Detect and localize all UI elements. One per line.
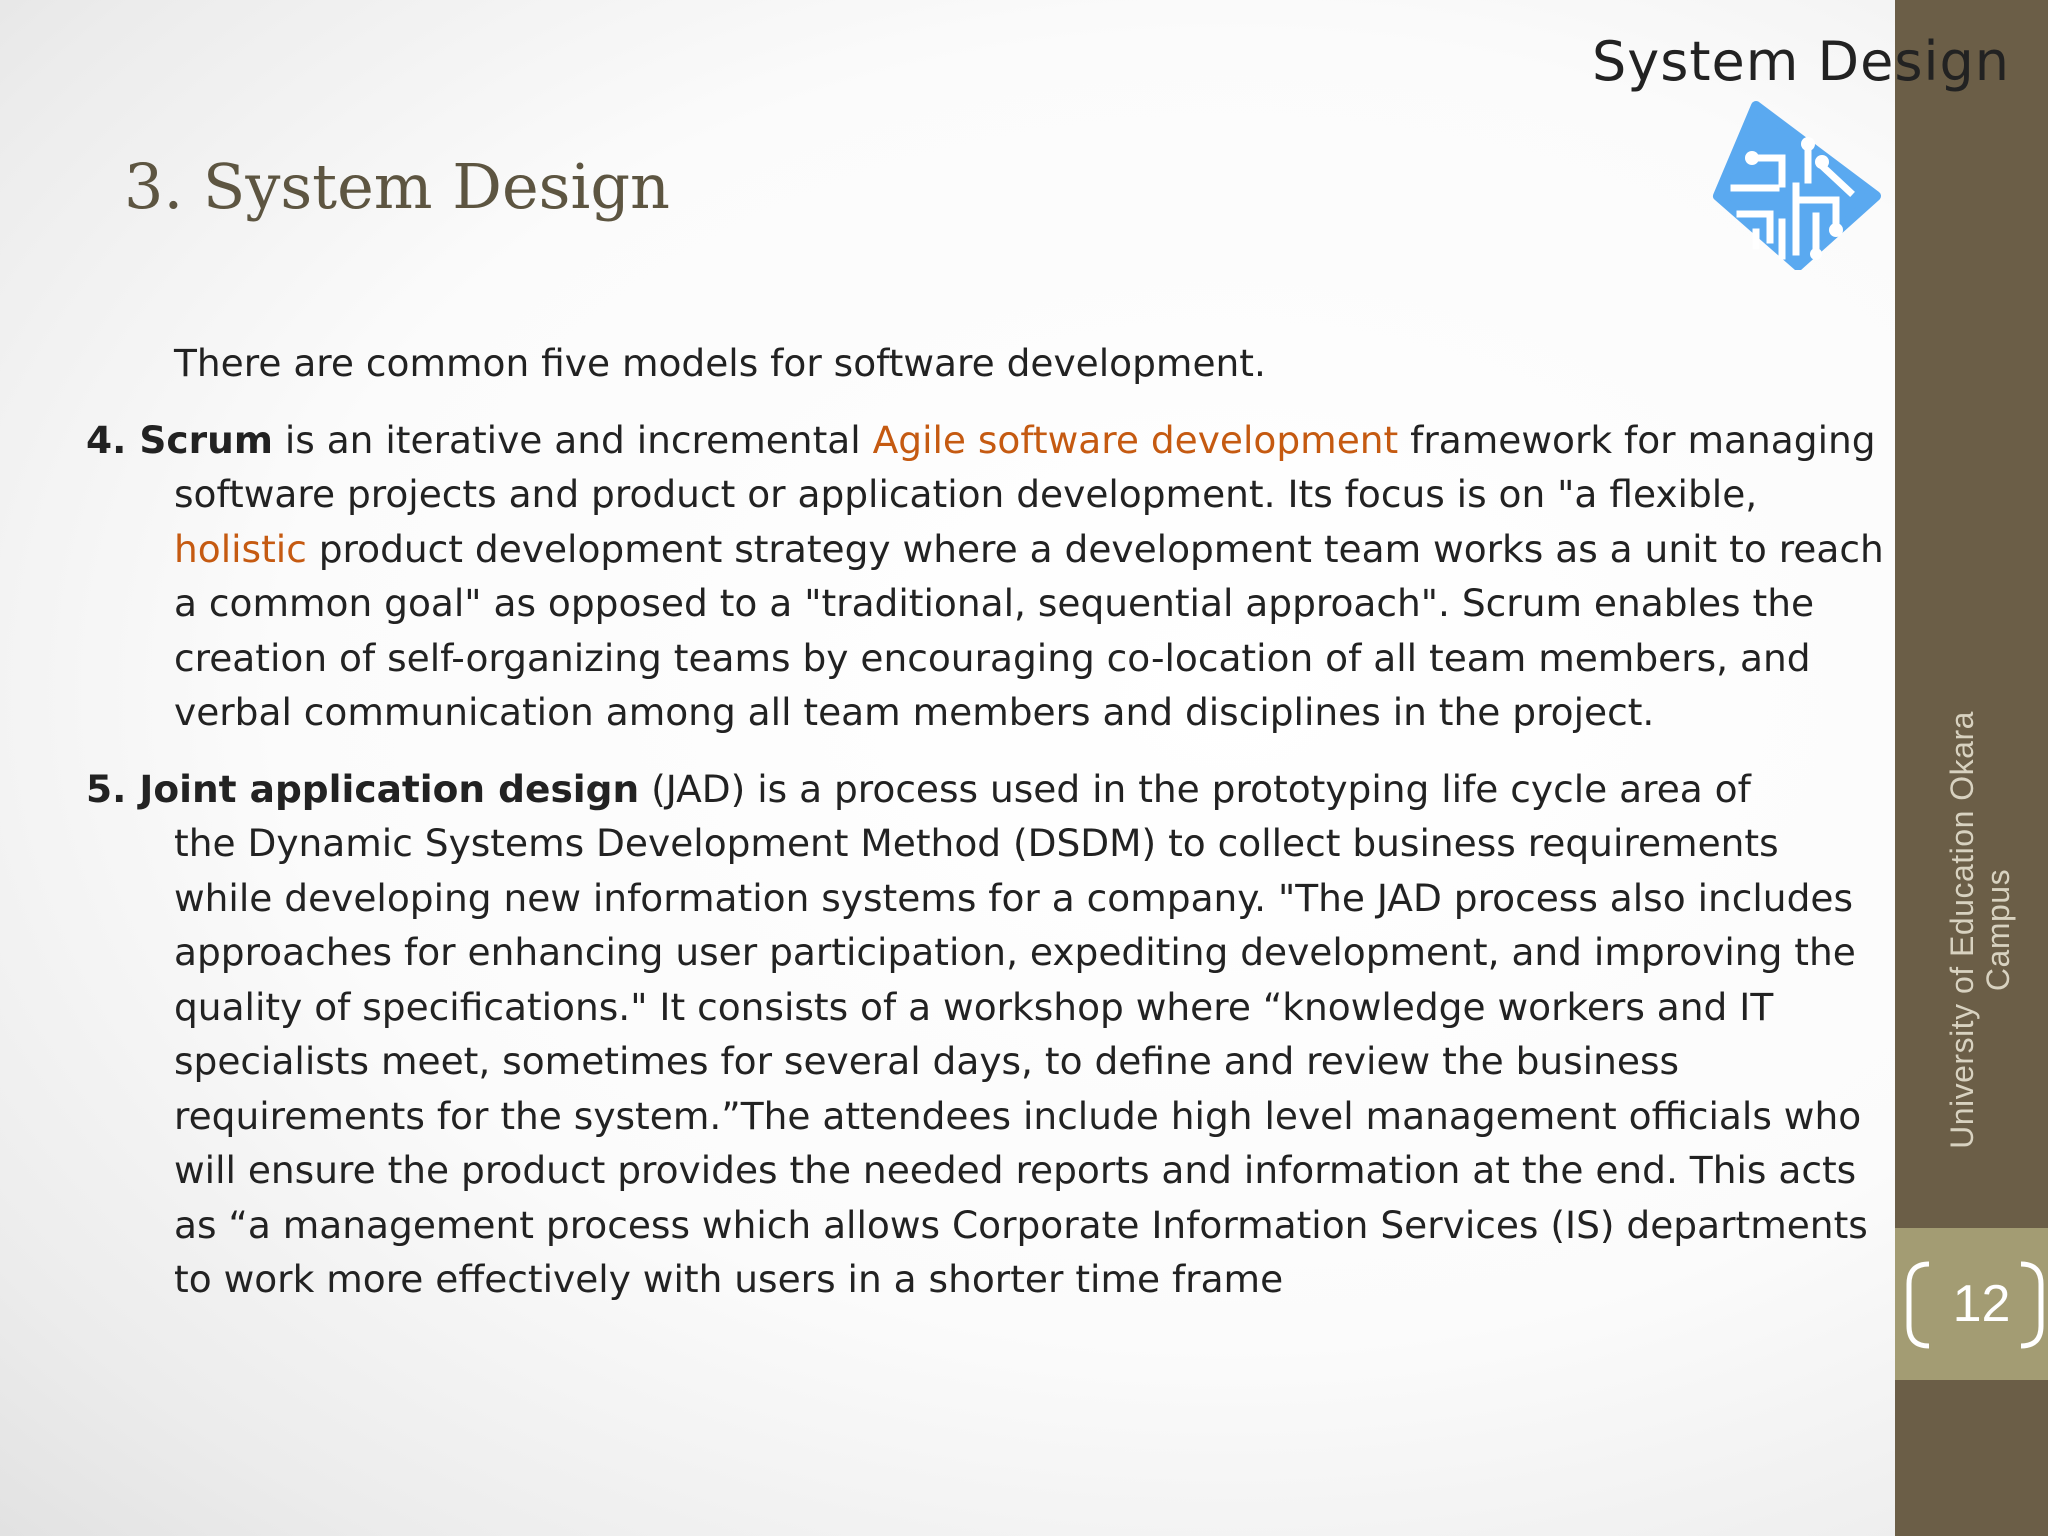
text-run: is an iterative and incremental	[272, 417, 873, 462]
text-line: as “a management process which allows Corporate Information Services (IS) departments	[174, 1202, 1868, 1247]
sidebar-footer	[1945, 700, 2015, 1160]
page-number-box	[1895, 1228, 2048, 1380]
text-line: verbal communication among all team members and disciplines in the project.	[174, 690, 1655, 734]
text-line: the Dynamic Systems Development Method (DSDM) to collect business requirements	[174, 821, 1779, 865]
intro-text: There are common five models for software development.	[174, 341, 1266, 385]
item-heading: 5. Joint application design	[86, 766, 640, 811]
text-line: a common goal" as opposed to a "traditional, sequential approach". Scrum enables the	[174, 581, 1815, 625]
item-heading: 4. Scrum	[86, 417, 273, 462]
circuit-board-icon	[1712, 100, 1882, 270]
text-run: product development strategy where a development team works as a unit to reach	[306, 526, 1884, 571]
text-line: quality of specifications." It consists of a workshop where “knowledge workers and IT	[174, 984, 1774, 1029]
header-title: System Design	[1592, 30, 2010, 93]
list-item-scrum	[86, 413, 1886, 740]
text-line: to work more effectively with users in a shorter time frame	[174, 1257, 1284, 1301]
text-line: will ensure the product provides the needed reports and information at the end. This acts	[174, 1148, 1857, 1192]
text-run: framework for managing	[1398, 417, 1876, 462]
text-line: approaches for enhancing user participation, expediting development, and improving the	[174, 930, 1856, 974]
holistic-link[interactable]: holistic	[174, 526, 307, 571]
text-run: (JAD) is a process used in the prototyping life cycle area of	[639, 766, 1751, 811]
text-line: creation of self-organizing teams by encouraging co-location of all team members, and	[174, 635, 1811, 680]
text-line: while developing new information systems for a company. "The JAD process also includes	[174, 875, 1853, 920]
slide-title: 3. System Design	[124, 150, 670, 223]
text-line: software projects and product or application development. Its focus is on "a flexible,	[174, 472, 1758, 516]
list-item-jad	[86, 762, 1886, 1307]
agile-link[interactable]: Agile software development	[872, 417, 1399, 462]
page-number: 12	[1952, 1275, 2011, 1333]
text-line: specialists meet, sometimes for several days, to define and review the business	[174, 1039, 1680, 1083]
slide-body	[86, 336, 1886, 1329]
footer-text: University of Education Okara Campus	[1944, 711, 2016, 1149]
text-line: requirements for the system.”The attendees include high level management officials who	[174, 1093, 1862, 1138]
